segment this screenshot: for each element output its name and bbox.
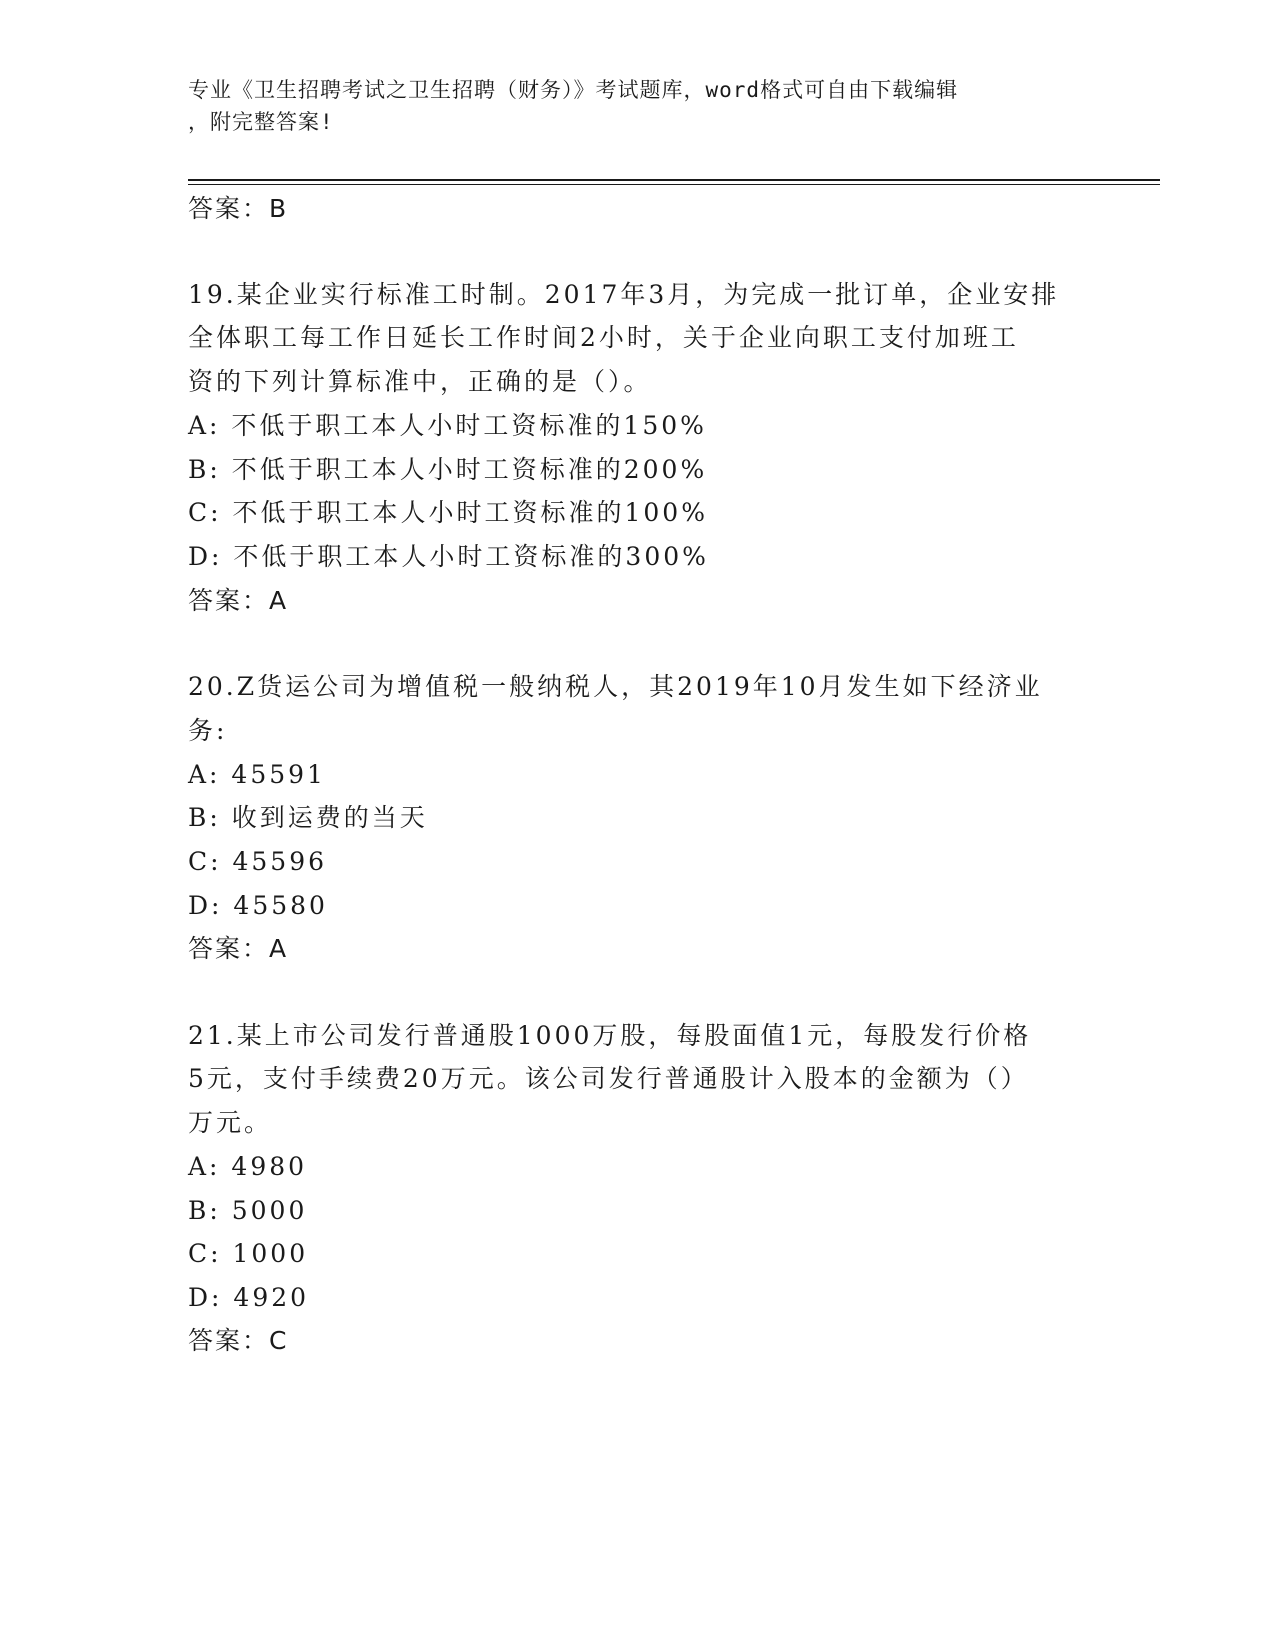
q19-option-c: C: 不低于职工本人小时工资标准的100% <box>188 498 708 527</box>
q20-stem-line-2: 务: <box>188 716 228 745</box>
answer-q19: 答案：A <box>188 586 289 615</box>
q19-option-b: B: 不低于职工本人小时工资标准的200% <box>188 455 708 484</box>
q19-stem-line-3: 资的下列计算标准中，正确的是（）。 <box>188 367 652 396</box>
answer-q21: 答案：C <box>188 1326 289 1355</box>
answer-q20: 答案：A <box>188 934 289 963</box>
q21-stem-line-1: 21.某上市公司发行普通股1000万股，每股面值1元，每股发行价格 <box>188 1021 1032 1050</box>
q20-option-d: D: 45580 <box>188 891 328 920</box>
q20-stem-line-1: 20.Z货运公司为增值税一般纳税人，其2019年10月发生如下经济业 <box>188 672 1043 701</box>
header-divider-thin <box>188 184 1160 185</box>
header-line-2: ，附完整答案! <box>188 110 334 134</box>
q21-option-c: C: 1000 <box>188 1239 309 1268</box>
q21-option-d: D: 4920 <box>188 1283 310 1312</box>
q19-stem-line-1: 19.某企业实行标准工时制。2017年3月，为完成一批订单，企业安排 <box>188 280 1060 309</box>
q21-stem-line-2: 5元，支付手续费20万元。该公司发行普通股计入股本的金额为（） <box>188 1064 1029 1093</box>
q19-option-a: A: 不低于职工本人小时工资标准的150% <box>188 411 707 440</box>
q20-option-c: C: 45596 <box>188 847 328 876</box>
q19-stem-line-2: 全体职工每工作日延长工作时间2小时，关于企业向职工支付加班工 <box>188 323 1019 352</box>
header-line-1: 专业《卫生招聘考试之卫生招聘（财务）》考试题库，word格式可自由下载编辑 <box>188 78 959 102</box>
q20-option-a: A: 45591 <box>188 760 326 789</box>
q20-option-b: B: 收到运费的当天 <box>188 803 428 832</box>
q19-option-d: D: 不低于职工本人小时工资标准的300% <box>188 542 709 571</box>
q21-option-a: A: 4980 <box>188 1152 308 1181</box>
document-header <box>188 74 1068 138</box>
q21-option-b: B: 5000 <box>188 1196 308 1225</box>
header-divider <box>188 179 1160 181</box>
q21-stem-line-3: 万元。 <box>188 1108 273 1137</box>
answer-q18: 答案：B <box>188 194 289 223</box>
